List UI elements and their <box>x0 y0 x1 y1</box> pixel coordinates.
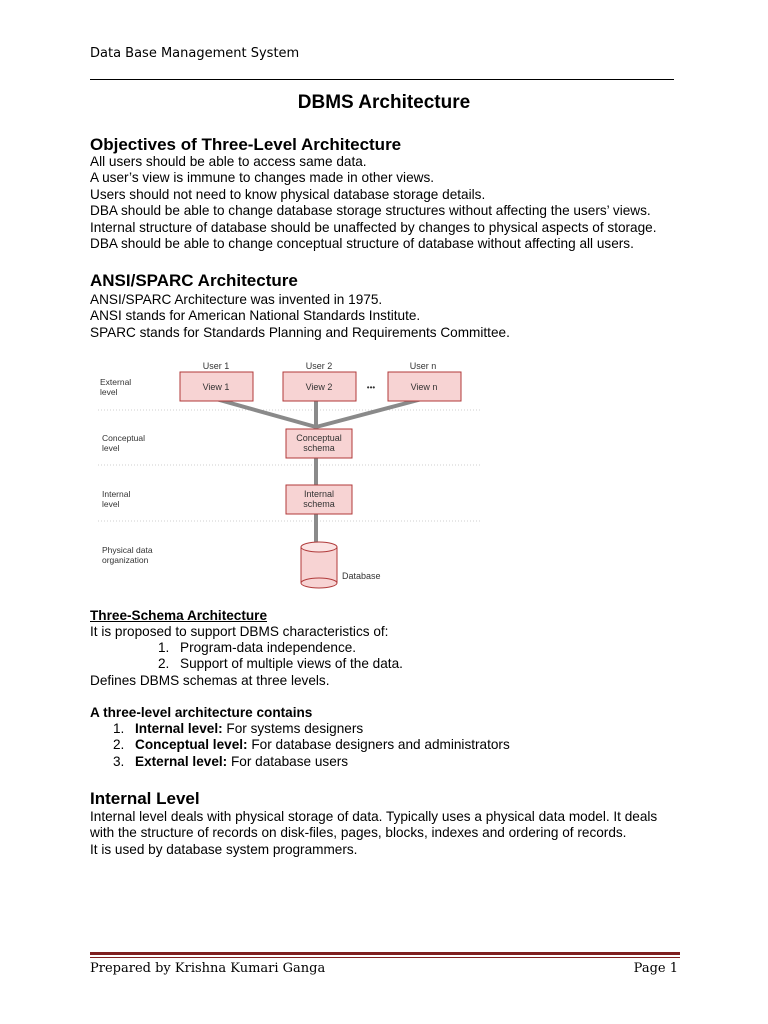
conceptual-schema-label-1: Conceptual <box>296 433 342 443</box>
internal-level-line: with the structure of records on disk-files, pages, blocks, indexes and ordering of records. <box>90 825 627 841</box>
three-schema-outro <box>90 673 330 689</box>
internal-level-line: It is used by database system programmers. <box>90 841 358 857</box>
ansi-line: ANSI stands for American National Standards Institute. <box>90 308 421 324</box>
internal-schema-label-2: schema <box>303 499 335 509</box>
objective-line: DBA should be able to change conceptual structure of database without affecting all users. <box>90 236 634 252</box>
database-cylinder-icon <box>301 542 337 588</box>
conceptual-level-label-2: level <box>102 443 120 453</box>
list-term: Conceptual level: <box>135 737 248 753</box>
three-level-architecture-diagram <box>90 355 485 590</box>
list-number: 1. <box>113 721 125 736</box>
view-2-label: View 2 <box>305 382 333 392</box>
connector-view1-conceptual <box>216 399 316 427</box>
ansi-line: ANSI/SPARC Architecture was invented in 1975. <box>90 292 383 307</box>
list-item <box>113 737 510 753</box>
objective-line: All users should be able to access same data. <box>90 154 367 169</box>
objective-line: Internal structure of database should be unaffected by changes to physical aspects of storage. <box>90 219 657 235</box>
physical-level-label-2: organization <box>102 555 149 565</box>
ansi-heading: ANSI/SPARC Architecture <box>90 271 298 290</box>
list-number: 2. <box>158 656 170 672</box>
ansi-lines <box>90 292 510 341</box>
objective-line: DBA should be able to change database storage structures without affecting the users’ views. <box>90 203 651 219</box>
contains-heading: A three-level architecture contains <box>90 705 313 720</box>
internal-schema-label-1: Internal <box>303 489 335 499</box>
list-text: Program-data independence. <box>180 640 357 655</box>
external-level-label-1: External <box>100 377 132 387</box>
list-number: 1. <box>158 640 170 655</box>
list-text: Support of multiple views of the data. <box>180 656 403 672</box>
list-item <box>158 656 403 672</box>
list-item <box>158 640 403 656</box>
three-schema-intro <box>90 624 388 640</box>
list-number: 2. <box>113 737 125 753</box>
header-divider <box>90 79 674 80</box>
internal-level-label-1: Internal <box>102 489 131 499</box>
page-title: DBMS Architecture <box>297 92 471 113</box>
contains-list <box>113 721 510 770</box>
internal-level-heading: Internal Level <box>90 789 200 808</box>
page-number: Page 1 <box>633 961 678 976</box>
objectives-heading: Objectives of Three-Level Architecture <box>90 135 402 154</box>
three-schema-outro-text: Defines DBMS schemas at three levels. <box>90 673 330 688</box>
view-n-label: View n <box>410 382 438 392</box>
three-schema-heading: Three-Schema Architecture <box>90 608 268 623</box>
objectives-list <box>90 154 657 252</box>
running-header: Data Base Management System <box>90 46 300 61</box>
user-1-label: User 1 <box>202 361 230 371</box>
internal-level-label-2: level <box>102 499 120 509</box>
internal-level-line: Internal level deals with physical storage of data. Typically uses a physical data model. It deals <box>90 809 658 824</box>
connector-viewn-conceptual <box>316 399 422 427</box>
footer-divider-thick <box>90 952 680 955</box>
list-term: Internal level: <box>135 721 223 736</box>
physical-level-label-1: Physical data <box>102 545 153 555</box>
list-item <box>113 721 510 737</box>
objective-line: Users should not need to know physical database storage details. <box>90 186 486 202</box>
user-2-label: User 2 <box>305 361 333 371</box>
list-text: For database designers and administrators <box>247 737 510 753</box>
footer-divider-thin <box>90 957 680 958</box>
list-term: External level: <box>135 753 228 769</box>
three-schema-list <box>158 640 403 673</box>
list-number: 3. <box>113 753 125 769</box>
three-schema-intro-text: It is proposed to support DBMS characteristics of: <box>90 624 389 639</box>
internal-level-lines <box>90 809 657 858</box>
objective-line: A user’s view is immune to changes made in other views. <box>90 170 435 186</box>
ansi-line: SPARC stands for Standards Planning and Requirements Committee. <box>90 324 510 340</box>
user-n-label: User n <box>409 361 437 371</box>
list-text: For systems designers <box>222 721 364 736</box>
views-ellipsis: ••• <box>366 383 376 392</box>
list-item <box>113 754 510 770</box>
database-label: Database <box>342 571 381 581</box>
footer-author: Prepared by Krishna Kumari Ganga <box>90 961 326 976</box>
view-1-label: View 1 <box>202 382 230 392</box>
conceptual-level-label-1: Conceptual <box>102 433 146 443</box>
list-text: For database users <box>227 753 349 769</box>
external-level-label-2: level <box>100 387 118 397</box>
conceptual-schema-label-2: schema <box>303 443 335 453</box>
